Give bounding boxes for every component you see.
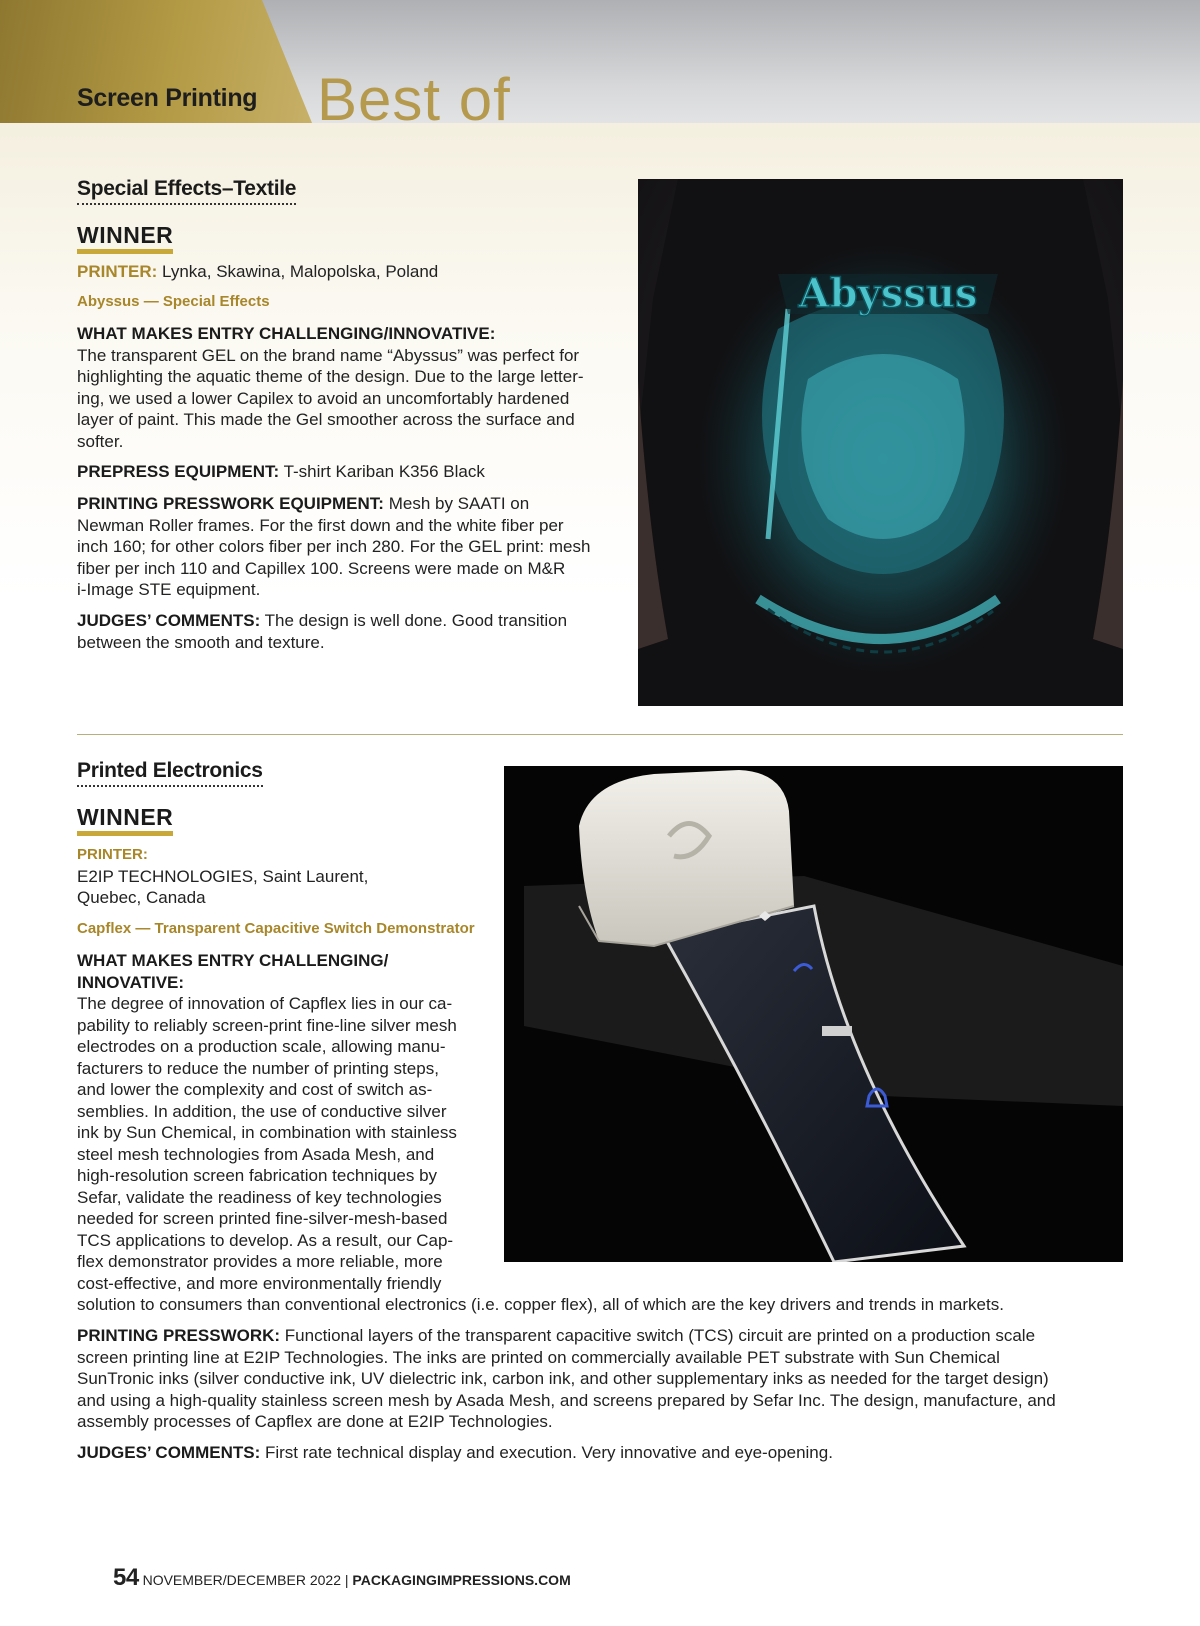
text-line: ink by Sun Chemical, in combination with stainless bbox=[77, 1123, 457, 1142]
label-icon bbox=[822, 1026, 852, 1036]
footer bbox=[113, 1564, 571, 1592]
text-line: Newman Roller frames. For the first down and the white fiber per bbox=[77, 515, 564, 535]
challenge-label: INNOVATIVE: bbox=[77, 972, 185, 992]
text-line: highlighting the aquatic theme of the design. Due to the large letter- bbox=[77, 367, 584, 386]
tshirt-illustration bbox=[638, 179, 1123, 706]
text-line: pability to reliably screen-print fine-line silver mesh bbox=[77, 1015, 457, 1035]
text-line: cost-effective, and more environmentally friendly bbox=[77, 1273, 442, 1293]
judges-label: JUDGES’ COMMENTS: bbox=[77, 611, 261, 630]
text-line: flex demonstrator provides a more reliable, more bbox=[77, 1252, 443, 1271]
challenge-label: WHAT MAKES ENTRY CHALLENGING/ bbox=[77, 951, 389, 970]
text-line: softer. bbox=[77, 431, 124, 451]
text-line: The degree of innovation of Capflex lies in our ca- bbox=[77, 994, 453, 1013]
challenge-block bbox=[77, 323, 584, 452]
text-line: and lower the complexity and cost of switch as- bbox=[77, 1080, 433, 1099]
judges-block bbox=[77, 610, 567, 653]
text-line: i-Image STE equipment. bbox=[77, 580, 261, 599]
text-line: Functional layers of the transparent capacitive switch (TCS) circuit are printed on a production scale bbox=[284, 1326, 1036, 1345]
entry-title: Capflex — Transparent Capacitive Switch Demonstrator bbox=[77, 920, 475, 937]
text-line: semblies. In addition, the use of conductive silver bbox=[77, 1101, 447, 1121]
text-line: inch 160; for other colors fiber per inch 280. For the GEL print: mesh bbox=[77, 537, 591, 556]
text-line: TCS applications to develop. As a result, our Cap- bbox=[77, 1230, 454, 1250]
text-line: layer of paint. This made the Gel smoother across the surface and bbox=[77, 410, 575, 429]
winner-label: WINNER bbox=[77, 804, 173, 836]
presswork-block bbox=[77, 1325, 1056, 1433]
judges-value: First rate technical display and execution. Very innovative and eye-opening. bbox=[264, 1443, 833, 1462]
entry-title: Abyssus — Special Effects bbox=[77, 293, 270, 310]
section-name: Screen Printing bbox=[77, 84, 258, 112]
page-title: Best of bbox=[317, 66, 511, 133]
text-line: assembly processes of Capflex are done at E2IP Technologies. bbox=[77, 1412, 553, 1431]
text-line: electrodes on a production scale, allowing manu- bbox=[77, 1037, 446, 1056]
presswork-block bbox=[77, 493, 590, 601]
text-line: The design is well done. Good transition bbox=[264, 611, 568, 630]
printer-label: PRINTER: bbox=[77, 262, 158, 281]
prepress-value: T-shirt Kariban K356 Black bbox=[283, 462, 485, 481]
text-line: high-resolution screen fabrication techniques by bbox=[77, 1166, 438, 1185]
text-line: solution to consumers than conventional electronics (i.e. copper flex), all of which are the key drivers and trends in markets. bbox=[77, 1295, 1004, 1314]
prepress-line bbox=[77, 461, 485, 483]
text-line: screen printing line at E2IP Technologies. The inks are printed on commercially available PET substrate with Sun Chemical bbox=[77, 1347, 1000, 1367]
judges-line bbox=[77, 1442, 833, 1464]
challenge-label: WHAT MAKES ENTRY CHALLENGING/INNOVATIVE: bbox=[77, 324, 496, 343]
printer-label: PRINTER: bbox=[77, 846, 148, 863]
printer-line bbox=[77, 261, 438, 283]
prepress-label: PREPRESS EQUIPMENT: bbox=[77, 462, 280, 481]
category-title: Special Effects–Textile bbox=[77, 177, 296, 205]
text-line: and using a high-quality stainless screen mesh by Asada Mesh, and screens prepared by Sefar Inc. The design, manufacture, and bbox=[77, 1390, 1056, 1410]
presswork-label: PRINTING PRESSWORK EQUIPMENT: bbox=[77, 494, 384, 513]
abyssus-logo-text: Abyssus bbox=[798, 270, 978, 317]
issue-date: NOVEMBER/DECEMBER 2022 bbox=[142, 1572, 341, 1588]
text-line: fiber per inch 110 and Capillex 100. Screens were made on M&R bbox=[77, 558, 566, 578]
footer-separator: | bbox=[344, 1572, 349, 1588]
page-number: 54 bbox=[113, 1564, 139, 1591]
text-line: Mesh by SAATI on bbox=[388, 494, 530, 513]
judges-label: JUDGES’ COMMENTS: bbox=[77, 1443, 261, 1462]
text-line: needed for screen printed fine-silver-mesh-based bbox=[77, 1209, 448, 1228]
website: PACKAGINGIMPRESSIONS.COM bbox=[352, 1572, 571, 1588]
winner-label: WINNER bbox=[77, 222, 173, 254]
section-divider bbox=[77, 734, 1123, 735]
text-line: The transparent GEL on the brand name “Abyssus” was perfect for bbox=[77, 345, 580, 365]
presswork-label: PRINTING PRESSWORK: bbox=[77, 1326, 281, 1345]
text-line: SunTronic inks (silver conductive ink, UV dielectric ink, carbon ink, and other supplementary inks as needed for the target design) bbox=[77, 1369, 1049, 1388]
tshirt-photo bbox=[638, 179, 1123, 706]
capflex-illustration bbox=[504, 766, 1123, 1262]
printer-block bbox=[77, 843, 368, 909]
text-line: Quebec, Canada bbox=[77, 888, 206, 907]
text-line: steel mesh technologies from Asada Mesh, and bbox=[77, 1144, 435, 1164]
printer-value: Lynka, Skawina, Malopolska, Poland bbox=[162, 262, 439, 281]
text-line: ing, we used a lower Capilex to avoid an uncomfortably hardened bbox=[77, 388, 570, 408]
text-line: between the smooth and texture. bbox=[77, 632, 325, 652]
text-line: facturers to reduce the number of printing steps, bbox=[77, 1058, 439, 1078]
category-title: Printed Electronics bbox=[77, 759, 263, 787]
capflex-photo bbox=[504, 766, 1123, 1262]
text-line: E2IP TECHNOLOGIES, Saint Laurent, bbox=[77, 866, 369, 886]
text-line: Sefar, validate the readiness of key technologies bbox=[77, 1187, 442, 1207]
